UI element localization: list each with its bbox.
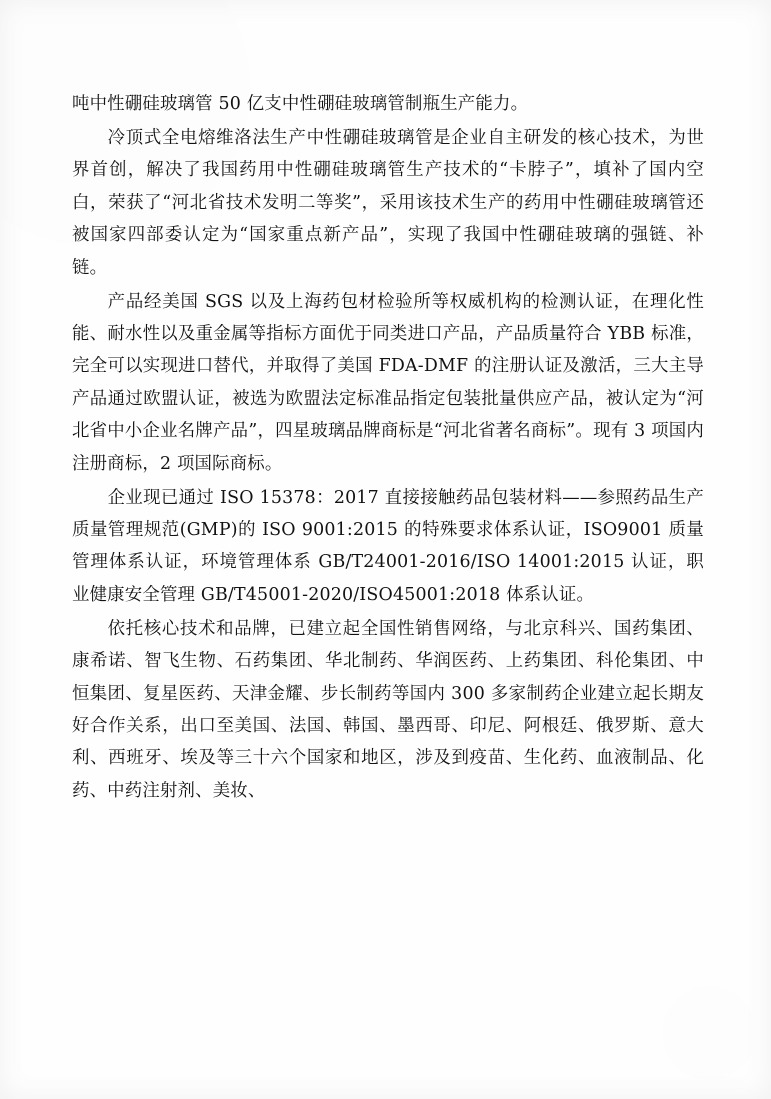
paragraph-3: 产品经美国 SGS 以及上海药包材检验所等权威机构的检测认证，在理化性能、耐水性以及重金属等指标方面优于同类进口产品，产品质量符合 YBB 标准，完全可以实现进口替代，并取得了美国 FDA-DMF 的注册认证及激活，三大主导产品通过欧盟认证，被选为欧盟法定标准品指定包装批量供应产品，被认定为“河北省中小企业名牌产品”，四星玻璃品牌商标是“河北省著名商标”。现有 3 项国内注册商标，2 项国际商标。 xyxy=(72,291,704,474)
paragraph-5: 依托核心技术和品牌，已建立起全国性销售网络，与北京科兴、国药集团、康希诺、智飞生物、石药集团、华北制药、华润医药、上药集团、科伦集团、中恒集团、复星医药、天津金耀、步长制药等国内 300 多家制药企业建立起长期友好合作关系，出口至美国、法国、韩国、墨西哥、印尼、阿根廷、俄罗斯、意大利、西班牙、埃及等三十六个国家和地区，涉及到疫苗、生化药、血液制品、化药、中药注射剂、美妆、 xyxy=(72,618,704,801)
paragraph-1: 吨中性硼硅玻璃管 50 亿支中性硼硅玻璃管制瓶生产能力。 xyxy=(72,94,529,114)
paragraph-4: 企业现已通过 ISO 15378：2017 直接接触药品包装材料——参照药品生产质量管理规范(GMP)的 ISO 9001:2015 的特殊要求体系认证，ISO9001 质量管理体系认证，环境管理体系 GB/T24001-2016/ISO 14001:2015 认证，职业健康安全管理 GB/T45001-2020/ISO45001:2018 体系认证。 xyxy=(72,487,704,605)
paragraph-2: 冷顶式全电熔维洛法生产中性硼硅玻璃管是企业自主研发的核心技术，为世界首创，解决了我国药用中性硼硅玻璃管生产技术的“卡脖子”，填补了国内空白，荣获了“河北省技术发明二等奖”，采用该技术生产的药用中性硼硅玻璃管还被国家四部委认定为“国家重点新产品”，实现了我国中性硼硅玻璃的强链、补链。 xyxy=(72,128,704,278)
document-body xyxy=(72,88,704,809)
